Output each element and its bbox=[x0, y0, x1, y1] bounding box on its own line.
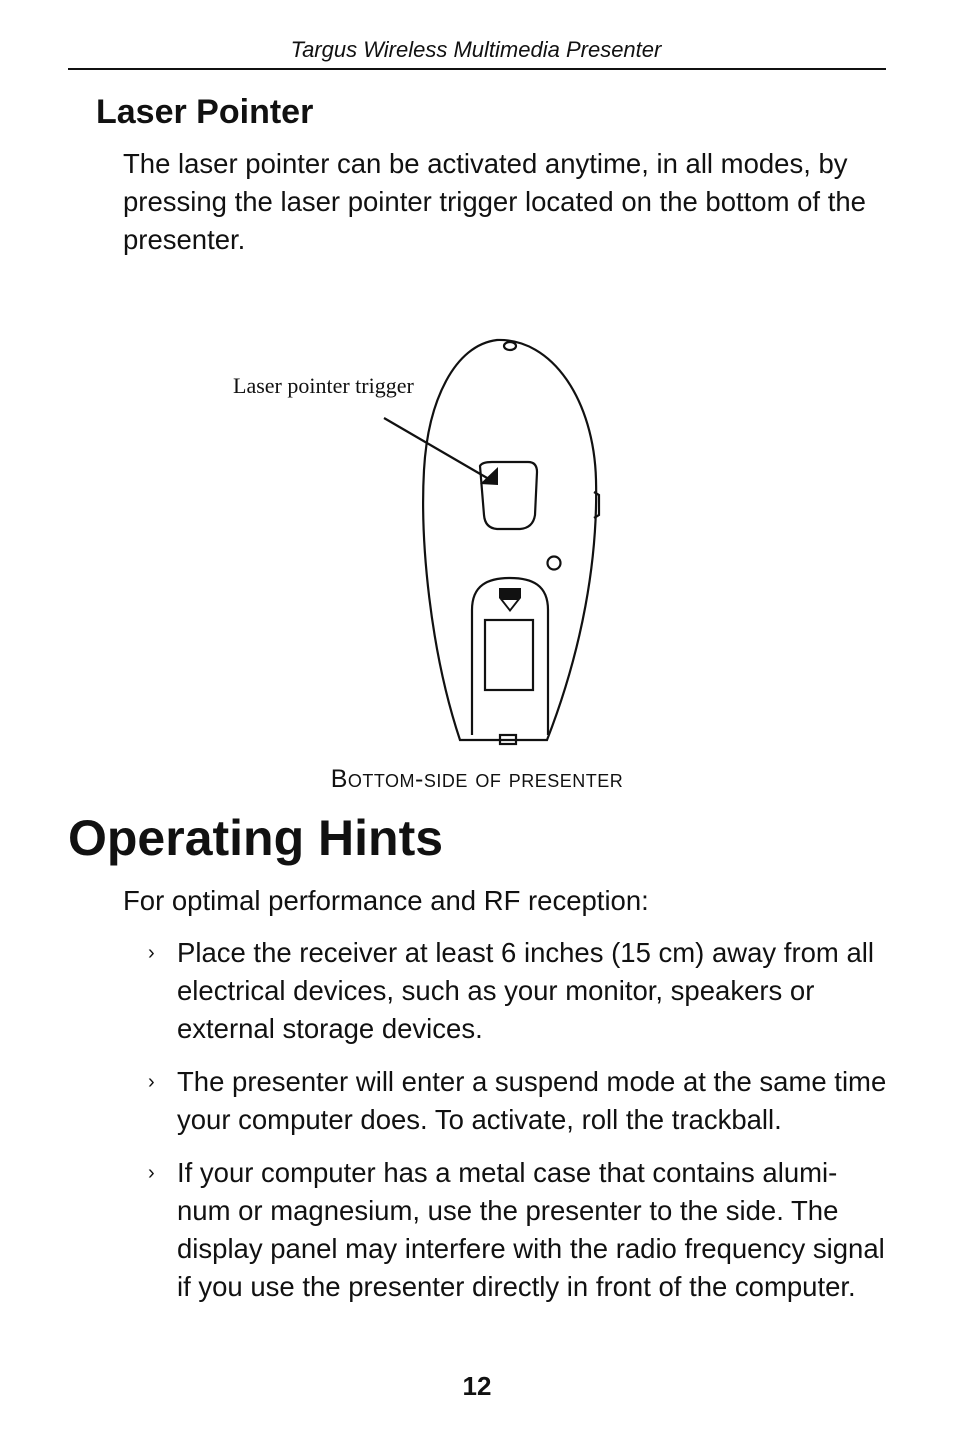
running-header: Targus Wireless Multimedia Presenter bbox=[290, 37, 662, 62]
figure-caption: Bottom-side of presenter bbox=[330, 765, 624, 793]
figure-label: Laser pointer trigger bbox=[233, 373, 414, 398]
hints-intro: For optimal performance and RF reception: bbox=[123, 885, 649, 916]
hint-text: Place the receiver at least 6 inches (15 cm) away from all electrical devices, such as your monitor, speakers or external storage devices. bbox=[177, 937, 874, 1044]
operating-hints-heading: Operating Hints bbox=[68, 810, 444, 866]
hint-text: If your computer has a metal case that contains alumi- num or magnesium, use the presenter to the side. The display panel may interfere with the radio frequency signal if you use the presenter directly in front of the computer. bbox=[177, 1157, 885, 1302]
top-notch bbox=[504, 342, 516, 350]
hint-item bbox=[148, 1154, 888, 1306]
laser-trigger-button bbox=[480, 462, 537, 529]
hint-text: The presenter will enter a suspend mode at the same time your computer does. To activate, roll the trackball. bbox=[177, 1066, 887, 1135]
bullet-chevron-icon: › bbox=[148, 1071, 155, 1093]
section-heading-laser-pointer: Laser Pointer bbox=[96, 93, 314, 131]
leader-line bbox=[384, 418, 494, 482]
bullet-chevron-icon: › bbox=[148, 1162, 155, 1184]
page-number: 12 bbox=[462, 1371, 492, 1401]
hint-item bbox=[148, 1063, 888, 1139]
laser-pointer-paragraph: The laser pointer can be activated anytime, in all modes, by pressing the laser pointer trigger located on the bottom of the presenter. bbox=[123, 148, 866, 255]
hint-item bbox=[148, 934, 888, 1048]
presenter-body-outline bbox=[423, 340, 596, 740]
hints-list bbox=[148, 934, 888, 1321]
bullet-chevron-icon: › bbox=[148, 942, 155, 964]
battery-window bbox=[485, 620, 533, 690]
small-hole bbox=[548, 557, 561, 570]
